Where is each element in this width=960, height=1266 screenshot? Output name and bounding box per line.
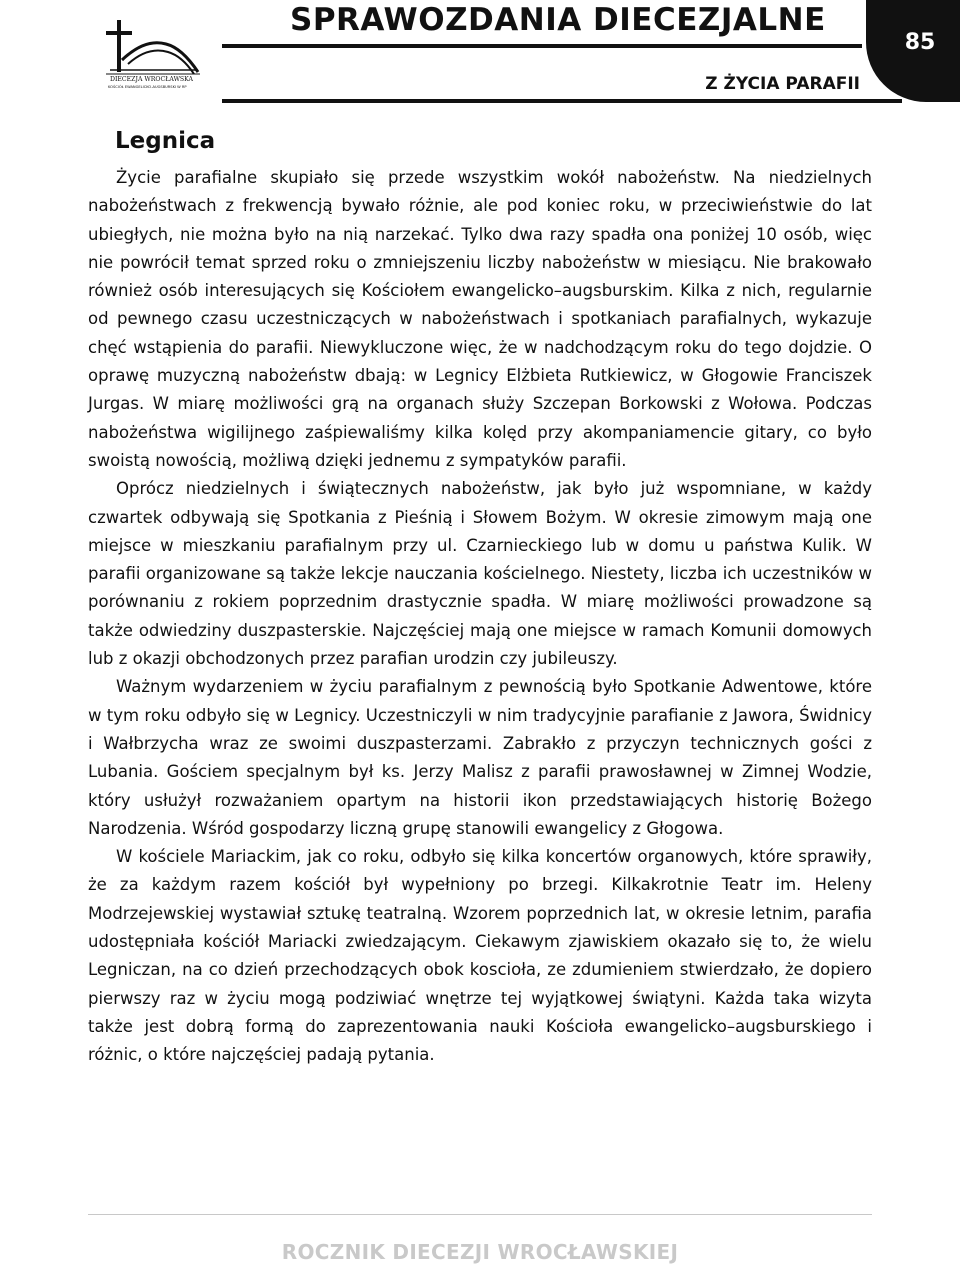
logo-line2: KOŚCIÓŁ EWANGELICKO-AUGSBURSKI W RP	[108, 85, 187, 89]
article-title: Legnica	[115, 128, 216, 154]
section-title: Z ŻYCIA PARAFII	[705, 74, 860, 94]
paragraph-3: Ważnym wydarzeniem w życiu parafialnym z pewnością było Spotkanie Adwentowe, które w tym roku odbyło się w Legnicy. Uczestniczyli w nim tradycyjnie parafianie z Jawora, Świdnicy i Wałbrzycha wraz ze swoimi duszpasterzami. Zabrakło z przyczyn technicznych gości z Lubania. Gościem specjalnym był ks. Jerzy Malisz z parafii prawosławnej w Zimnej Wodzie, który usłużył rozważaniem opartym na historii ikon przedstawiających historię Bożego Narodzenia. Wśród gospodarzy liczną grupę stanowili ewangelicy z Głogowa.	[88, 677, 872, 838]
paragraph-4: W kościele Mariackim, jak co roku, odbyło się kilka koncertów organowych, które sprawiły, że za każdym razem kościół był wypełniony po brzegi. Kilkakrotnie Teatr im. Heleny Modrzejewskiej wystawiał sztukę teatralną. Wzorem poprzednich lat, w okresie letnim, parafia udostępniała kościół Mariacki zwiedzającym. Ciekawym zjawiskiem okazało się to, że wielu Legniczan, na co dzień przechodzących obok koscioła, ze zdumieniem stwierdzało, że dopiero pierwszy raz w życiu mogą podziwiać wnętrze tej wyjątkowej świątyni. Każda taka wizyta także jest dobrą formą do zaprezentowania nauki Kościoła ewangelicko–augsburskiego i różnic, o które najczęściej padają pytania.	[88, 847, 872, 1065]
header-bottom-rule	[222, 99, 902, 103]
logo-line1: DIECEZJA WROCŁAWSKA	[110, 76, 194, 83]
page-number: 85	[904, 30, 936, 55]
paragraph-1: Życie parafialne skupiało się przede wszystkim wokół nabożeństw. Na niedzielnych nabożeństwach z frekwencją bywało różnie, ale pod koniec roku, w przeciwieństwie do lat ubiegłych, nie można było na nią narzekać. Tylko dwa razy spadła ona poniżej 10 osób, więc nie powrócił temat sprzed roku o zmniejszeniu liczby nabożeństw w miesiącu. Nie brakowało również osób interesujących się Kościołem ewangelicko–augsburskim. Kilka z nich, regularnie od pewnego czasu uczestniczących w nabożeństwach i spotkaniach parafialnych, wykazuje chęć wstąpienia do parafii. Niewykluczone więc, że w nadchodzącym roku do tego dojdzie. O oprawę muzyczną nabożeństw dbają: w Legnicy Elżbieta Rutkiewicz, w Głogowie Franciszek Jurgas. W miarę możliwości grą na organach służy Szczepan Borkowski z Wołowa. Podczas nabożeństwa wigilijnego zaśpiewaliśmy kilka kolęd przy akompaniamencie gitary, co było swoistą nowością, możliwą dzięki jednemu z sympatyków parafii.	[88, 168, 872, 470]
journal-title: SPRAWOZDANIA DIECEZJALNE	[290, 2, 826, 38]
paragraph-2: Oprócz niedzielnych i świątecznych nabożeństw, jak było już wspomniane, w każdy czwartek odbywają się Spotkania z Pieśnią i Słowem Bożym. W okresie zimowym mają one miejsce w mieszkaniu parafialnym przy ul. Czarnieckiego lub w domu u państwa Kulik. W parafii organizowane są także lekcje nauczania kościelnego. Niestety, liczba ich uczestników w porównaniu z rokiem poprzednim drastycznie spadła. W miarę możliwości prowadzone są także odwiedziny duszpasterskie. Najczęściej mają one miejsce w ramach Komunii domowych lub z okazji obchodzonych przez parafian urodzin czy jubileuszy.	[88, 479, 872, 669]
diocese-logo	[100, 14, 204, 94]
article-body	[88, 164, 872, 1070]
header-top-rule	[222, 44, 862, 48]
footer-rule	[88, 1214, 872, 1215]
footer-publication-name: ROCZNIK DIECEZJI WROCŁAWSKIEJ	[281, 1240, 679, 1264]
